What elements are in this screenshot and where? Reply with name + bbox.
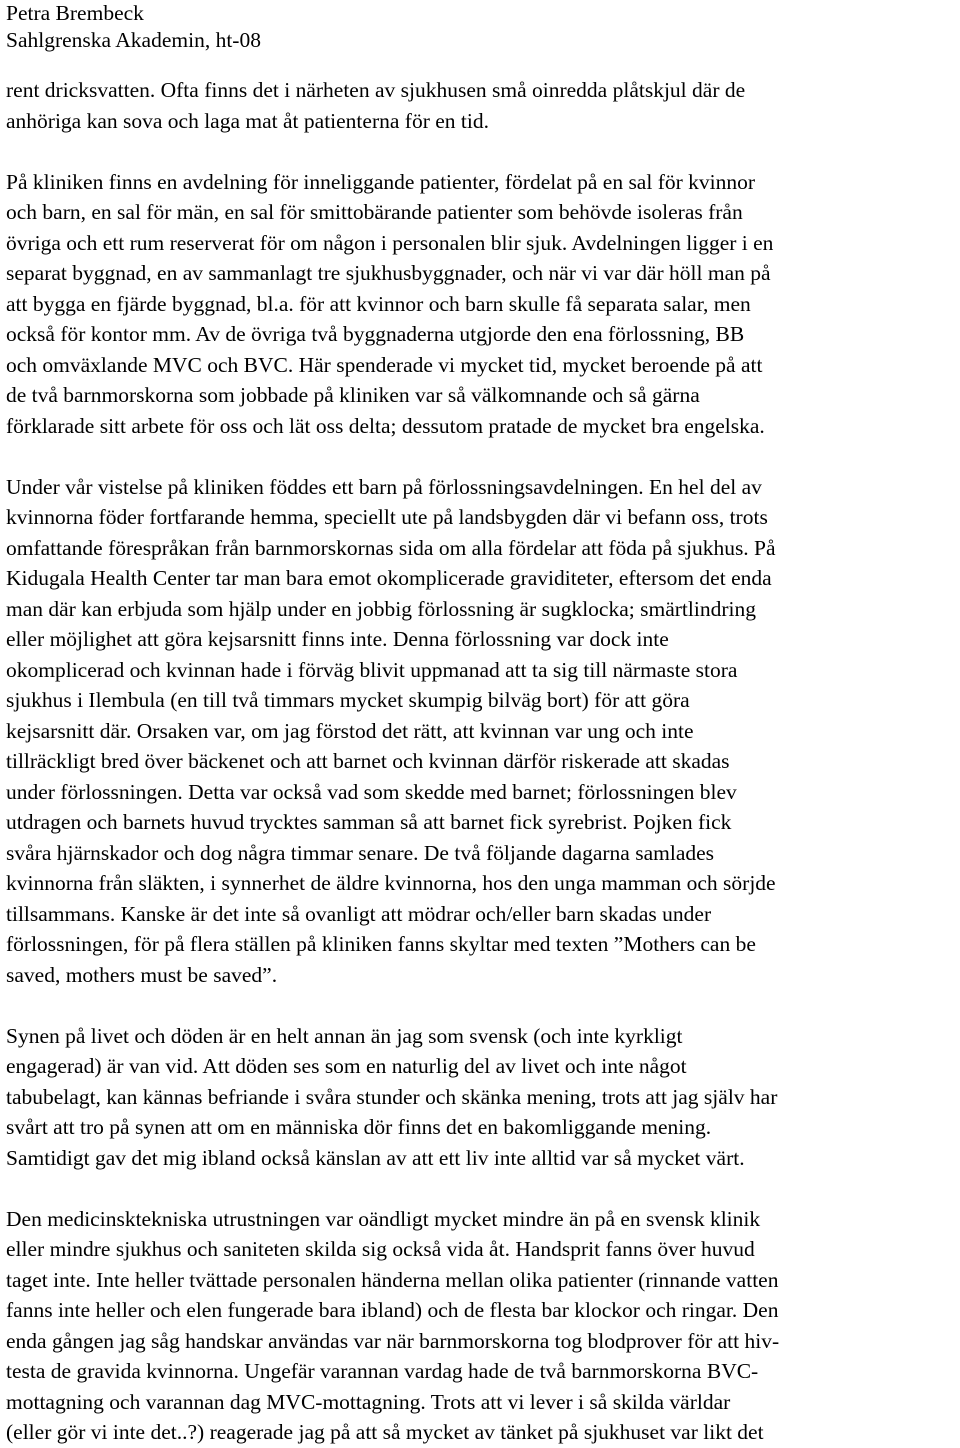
paragraph (6, 472, 956, 991)
text-line: kejsarsnitt där. Orsaken var, om jag förstod det rätt, att kvinnan var ung och inte (6, 718, 694, 743)
paragraph-gap (6, 441, 956, 472)
text-line: de två barnmorskorna som jobbade på kliniken var så välkomnande och så gärna (6, 383, 700, 407)
text-line: Kidugala Health Center tar man bara emot okomplicerade graviditeter, eftersom det enda (6, 566, 772, 590)
text-line: eller mindre sjukhus och saniteten skilda sig också vida åt. Handsprit fanns över huvud (6, 1237, 755, 1261)
paragraph (6, 1021, 956, 1174)
text-line: tillsammans. Kanske är det inte så ovanligt att mödrar och/eller barn skadas under (6, 901, 712, 926)
paragraph (6, 167, 956, 442)
paragraph (6, 75, 956, 136)
text-line: svårt att tro på synen att om en människa dör finns det en bakomliggande mening. (6, 1115, 712, 1139)
text-line: saved, mothers must be saved”. (6, 962, 278, 987)
text-line: okomplicerad och kvinnan hade i förväg blivit uppmanad att ta sig till närmaste stora (6, 657, 738, 682)
text-line: enda gången jag såg handskar användas var när barnmorskorna tog blodprover för att hiv- (6, 1328, 780, 1353)
text-line: rent dricksvatten. Ofta finns det i närheten av sjukhusen små oinredda plåtskjul där de (6, 78, 746, 102)
text-line: att bygga en fjärde byggnad, bl.a. för att kvinnor och barn skulle få separata salar, men (6, 291, 751, 316)
text-line: anhöriga kan sova och laga mat åt patienterna för en tid. (6, 108, 489, 133)
text-line: testa de gravida kvinnorna. Ungefär varannan vardag hade de två barnmorskorna BVC- (6, 1359, 759, 1383)
text-line: sjukhus i Ilembula (en till två timmars mycket skumpig bilväg bort) för att göra (6, 688, 690, 712)
affiliation: Sahlgrenska Akademin, ht-08 (6, 28, 261, 52)
text-line: svåra hjärnskador och dog några timmar senare. De två följande dagarna samlades (6, 840, 715, 865)
text-line: mottagning och varannan dag MVC-mottagning. Trots att vi lever i så skilda världar (6, 1389, 731, 1414)
text-line: övriga och ett rum reserverat för om någon i personalen blir sjuk. Avdelningen ligger i en (6, 230, 774, 255)
text-line: Synen på livet och döden är en helt annan än jag som svensk (och inte kyrkligt (6, 1023, 683, 1048)
text-line: Under vår vistelse på kliniken föddes ett barn på förlossningsavdelningen. En hel del av (6, 474, 762, 499)
text-line: På kliniken finns en avdelning för inneliggande patienter, fördelat på en sal för kvinnor (6, 169, 756, 194)
paragraph-gap (6, 990, 956, 1021)
paragraph-gap (6, 1173, 956, 1204)
text-line: (eller gör vi inte det..?) reagerade jag på att så mycket av tänket på sjukhuset var likt det (6, 1420, 764, 1444)
body-text (6, 75, 956, 1448)
author-name: Petra Brembeck (6, 1, 144, 25)
text-line: under förlossningen. Detta var också vad som skedde med barnet; förlossningen blev (6, 779, 737, 804)
text-line: eller möjlighet att göra kejsarsnitt finns inte. Denna förlossning var dock inte (6, 627, 669, 651)
text-line: Den medicinsktekniska utrustningen var oändligt mycket mindre än på en svensk klinik (6, 1206, 761, 1231)
text-line: fanns inte heller och elen fungerade bara ibland) och de flesta bar klockor och ringar. Den (6, 1298, 779, 1322)
text-line: kvinnorna från släkten, i synnerhet de äldre kvinnorna, hos den unga mamman och sörjde (6, 871, 776, 895)
text-line: tabubelagt, kan kännas befriande i svåra stunder och skänka mening, trots att jag själv har (6, 1084, 778, 1109)
text-line: Samtidigt gav det mig ibland också känslan av att ett liv inte alltid var så mycket värt. (6, 1145, 745, 1170)
text-line: förklarade sitt arbete för oss och lät oss delta; dessutom pratade de mycket bra engelska. (6, 413, 765, 438)
paragraph-gap (6, 136, 956, 167)
text-line: förlossningen, för på flera ställen på kliniken fanns skyltar med texten ”Mothers can be (6, 932, 756, 956)
text-line: man där kan erbjuda som hjälp under en jobbig förlossning är sugklocka; smärtlindring (6, 596, 756, 621)
text-line: och barn, en sal för män, en sal för smittobärande patienter som behövde isoleras från (6, 200, 743, 224)
text-line: engagerad) är van vid. Att döden ses som en naturlig del av livet och inte något (6, 1054, 687, 1078)
text-line: omfattande förespråkan från barnmorskornas sida om alla fördelar att föda på sjukhus. På (6, 535, 776, 560)
page-header (6, 0, 261, 54)
text-line: tillräckligt bred över bäckenet och att barnet och kvinnan därför riskerade att skadas (6, 749, 730, 773)
text-line: och omväxlande MVC och BVC. Här spenderade vi mycket tid, mycket beroende på att (6, 352, 763, 377)
text-line: också för kontor mm. Av de övriga två byggnaderna utgjorde den ena förlossning, BB (6, 322, 745, 346)
text-line: utdragen och barnets huvud trycktes samman så att barnet fick syrebrist. Pojken fick (6, 810, 732, 834)
text-line: kvinnorna föder fortfarande hemma, speciellt ute på landsbygden där vi befann oss, trots (6, 505, 768, 529)
text-line: taget inte. Inte heller tvättade personalen händerna mellan olika patienter (rinnande vatten (6, 1267, 779, 1292)
paragraph (6, 1204, 956, 1448)
text-line: separat byggnad, en av sammanlagt tre sjukhusbyggnader, och när vi var där höll man på (6, 261, 771, 285)
